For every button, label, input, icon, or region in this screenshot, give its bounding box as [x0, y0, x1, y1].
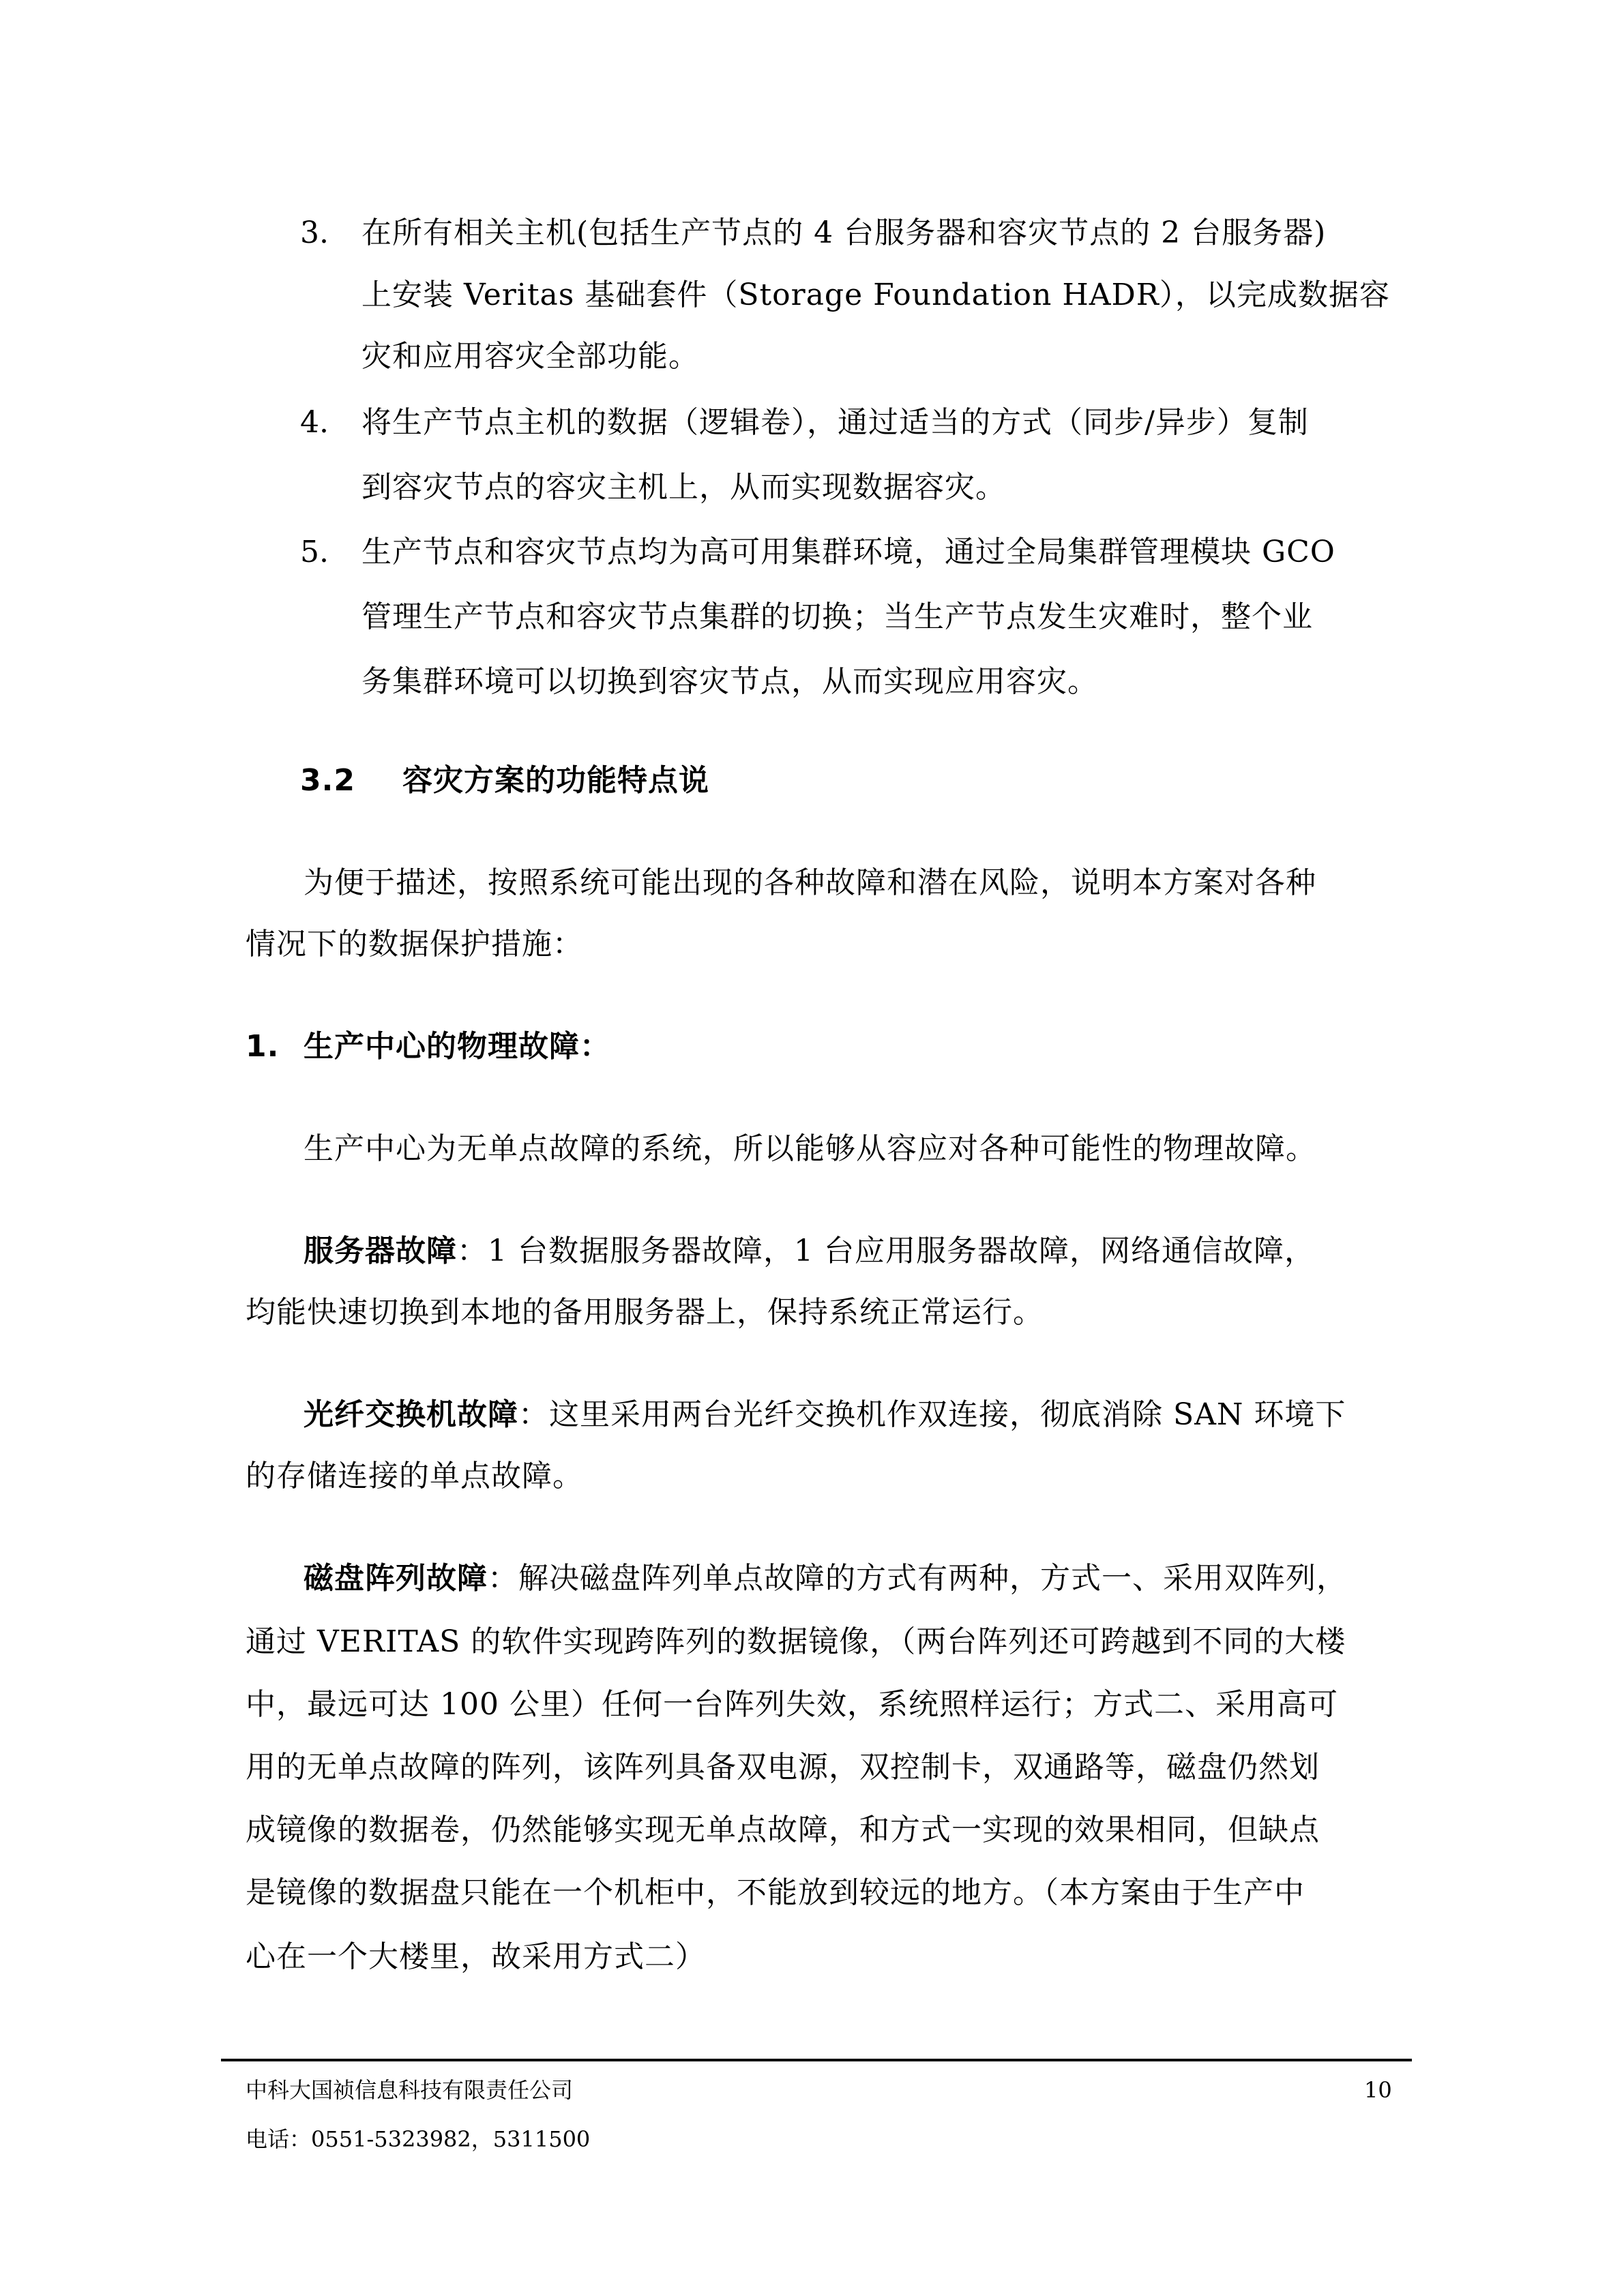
footer-phone: 电话：0551-5323982，5311500	[246, 2126, 591, 2152]
list-item-line: 上安装 Veritas 基础套件（Storage Foundation HADR），以完成数据容	[361, 278, 1390, 312]
disk-fault-line: 成镜像的数据卷，仍然能够实现无单点故障，和方式一实现的效果相同，但缺点	[246, 1813, 1320, 1847]
switch-fault-text: ：这里采用两台光纤交换机作双连接，彻底消除 SAN 环境下	[518, 1397, 1346, 1432]
disk-fault-line: 心在一个大楼里，故采用方式二）	[246, 1939, 706, 1974]
disk-fault-line: 中，最远可达 100 公里）任何一台阵列失效，系统照样运行；方式二、采用高可	[246, 1687, 1338, 1722]
server-fault-line	[304, 1231, 1315, 1272]
disk-fault-line: 是镜像的数据盘只能在一个机柜中，不能放到较远的地方。（本方案由于生产中	[246, 1875, 1305, 1910]
switch-fault-line-2: 的存储连接的单点故障。	[246, 1459, 583, 1493]
section-number: 3.2	[300, 763, 355, 798]
list-item-line: 务集群环境可以切换到容灾节点，从而实现应用容灾。	[361, 664, 1098, 699]
server-fault-text: ：1 台数据服务器故障，1 台应用服务器故障，网络通信故障，	[457, 1234, 1315, 1268]
footer-company: 中科大国祯信息科技有限责任公司	[246, 2077, 574, 2103]
server-fault-line-2: 均能快速切换到本地的备用服务器上，保持系统正常运行。	[246, 1295, 1044, 1330]
subsection-title: 生产中心的物理故障：	[304, 1029, 610, 1064]
list-item-line: 灾和应用容灾全部功能。	[361, 339, 699, 374]
disk-fault-line: 通过 VERITAS 的软件实现跨阵列的数据镜像，（两台阵列还可跨越到不同的大楼	[246, 1624, 1346, 1659]
list-item-line: 将生产节点主机的数据（逻辑卷），通过适当的方式（同步/异步）复制	[361, 405, 1309, 440]
section-title: 容灾方案的功能特点说	[402, 763, 709, 798]
server-fault-label: 服务器故障	[304, 1234, 457, 1268]
footer-divider	[221, 2059, 1412, 2061]
switch-fault-label: 光纤交换机故障	[304, 1397, 518, 1432]
physical-paragraph: 生产中心为无单点故障的系统，所以能够从容应对各种可能性的物理故障。	[304, 1131, 1316, 1166]
list-item-line: 在所有相关主机(包括生产节点的 4 台服务器和容灾节点的 2 台服务器)	[361, 215, 1327, 250]
subsection-number: 1.	[246, 1029, 280, 1064]
disk-fault-text: ：解决磁盘阵列单点故障的方式有两种，方式一、采用双阵列，	[488, 1561, 1347, 1596]
list-number: 3.	[300, 215, 329, 250]
page-number: 10	[1364, 2077, 1392, 2103]
intro-line: 为便于描述，按照系统可能出现的各种故障和潜在风险，说明本方案对各种	[304, 865, 1316, 900]
intro-line: 情况下的数据保护措施：	[246, 927, 583, 961]
switch-fault-line	[304, 1395, 1346, 1435]
list-number: 4.	[300, 405, 329, 440]
list-item-line: 到容灾节点的容灾主机上，从而实现数据容灾。	[361, 470, 1006, 505]
list-item-line: 生产节点和容灾节点均为高可用集群环境，通过全局集群管理模块 GCO	[361, 535, 1335, 569]
list-number: 5.	[300, 535, 329, 569]
disk-fault-line: 用的无单点故障的阵列，该阵列具备双电源，双控制卡，双通路等，磁盘仍然划	[246, 1750, 1320, 1785]
disk-fault-label: 磁盘阵列故障	[304, 1561, 488, 1596]
disk-fault-line	[304, 1558, 1347, 1599]
list-item-line: 管理生产节点和容灾节点集群的切换；当生产节点发生灾难时，整个业	[361, 599, 1313, 634]
